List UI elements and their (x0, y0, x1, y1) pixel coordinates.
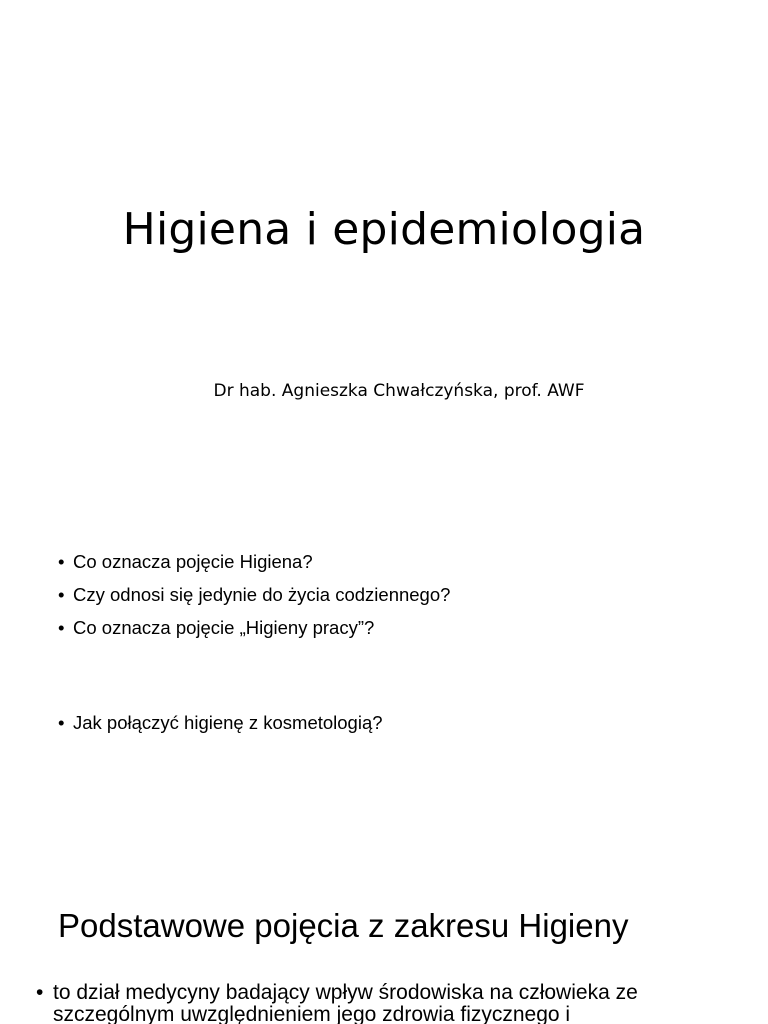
list-item: • Jak połączyć higienę z kosmetologią? (58, 706, 383, 739)
question-list (58, 545, 450, 644)
list-item: • Co oznacza pojęcie „Higieny pracy”? (58, 611, 450, 644)
list-item: • to dział medycyny badający wpływ środowiska na człowieka ze szczególnym uwzględnieniem jego zdrowia fizycznego i (36, 982, 736, 1024)
slide-questions (0, 440, 768, 840)
question-list-secondary (58, 706, 383, 739)
definition-text (36, 982, 736, 1024)
author-subtitle: Dr hab. Agnieszka Chwałczyńska, prof. AWF (213, 381, 585, 401)
list-item: • Co oznacza pojęcie Higiena? (58, 545, 450, 578)
section-title: Podstawowe pojęcia z zakresu Higieny (58, 907, 629, 944)
slide-title (0, 0, 768, 440)
presentation-title: Higiena i epidemiologia (122, 204, 646, 255)
slide-basic-concepts (0, 840, 768, 1024)
list-item: • Czy odnosi się jedynie do życia codziennego? (58, 578, 450, 611)
